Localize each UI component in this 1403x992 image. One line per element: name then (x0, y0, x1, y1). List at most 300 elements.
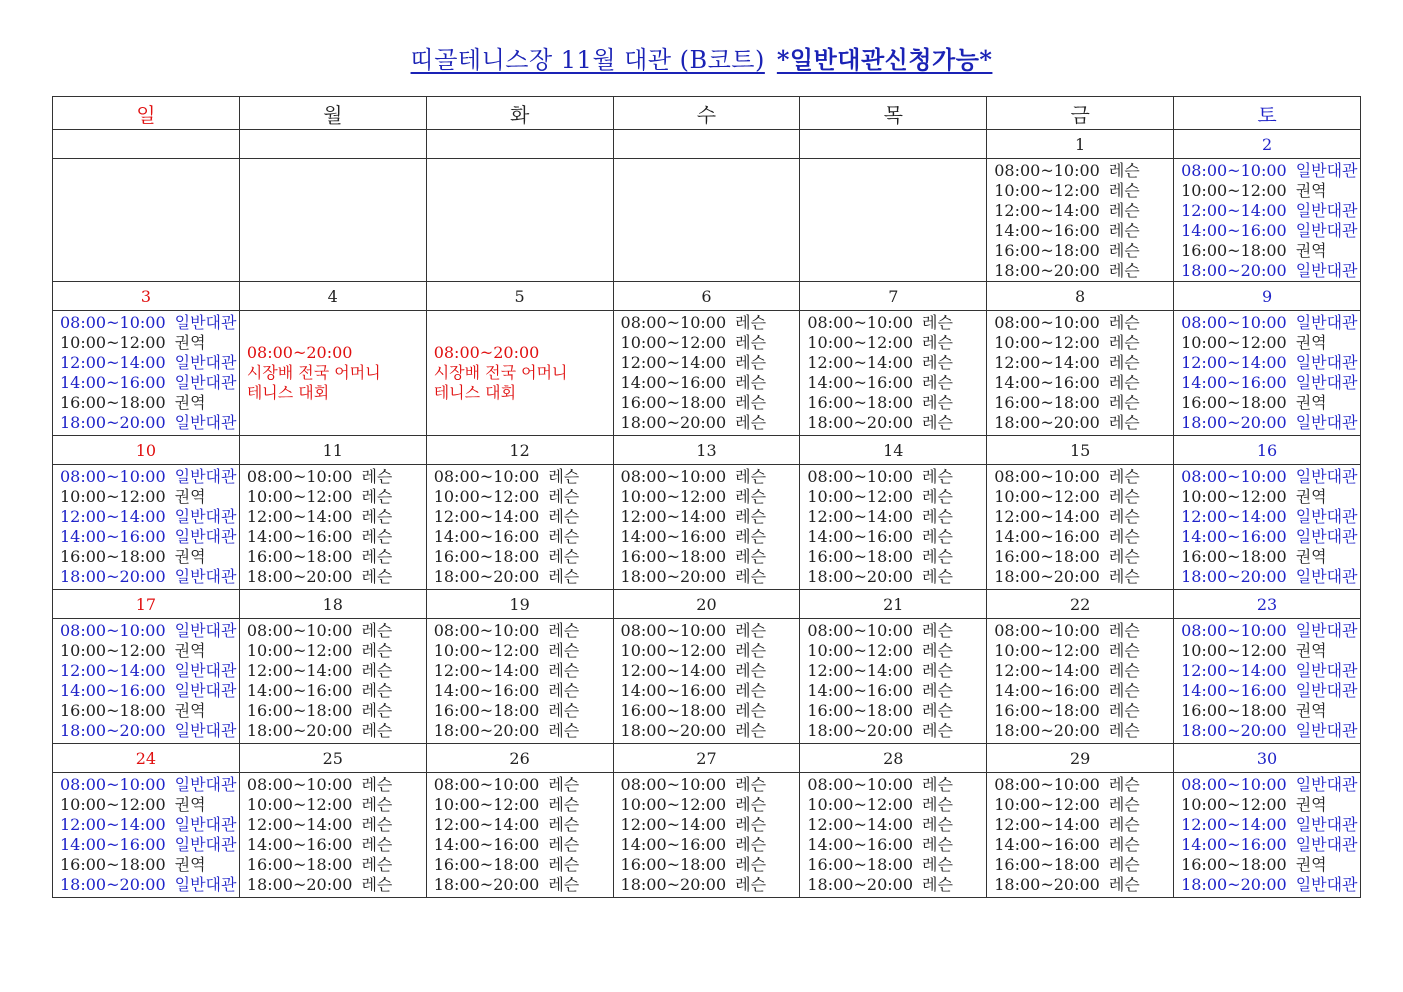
time-slot (1181, 393, 1360, 413)
calendar-table (52, 96, 1361, 898)
time-slot (621, 875, 800, 895)
time-slot (434, 835, 613, 855)
time-slot (60, 527, 239, 547)
slot-label: 레슨 (548, 621, 580, 640)
slot-label: 레슨 (735, 373, 767, 392)
calendar-body (53, 130, 1361, 898)
time-slot (60, 507, 239, 527)
slot-label: 일반대관 (1295, 815, 1358, 834)
slot-label: 레슨 (1108, 547, 1140, 566)
slot-label: 레슨 (735, 467, 767, 486)
date-number: 29 (987, 744, 1174, 773)
slot-label: 레슨 (548, 681, 580, 700)
slot-time: 10:00~12:00 (620, 333, 727, 352)
slot-time: 10:00~12:00 (246, 487, 353, 506)
slot-label: 레슨 (922, 641, 953, 660)
slot-label: 레슨 (735, 621, 767, 640)
time-slot (807, 547, 986, 567)
slot-time: 18:00~20:00 (60, 875, 166, 894)
slot-label: 레슨 (1108, 661, 1140, 680)
slot-time: 16:00~18:00 (620, 393, 727, 412)
slot-label: 레슨 (548, 527, 580, 546)
time-slot (807, 661, 986, 681)
slot-label: 레슨 (361, 527, 393, 546)
slot-label: 레슨 (922, 721, 953, 740)
slot-label: 레슨 (361, 721, 393, 740)
time-slot (994, 241, 1173, 261)
time-slot (994, 855, 1173, 875)
slot-time: 12:00~14:00 (1181, 353, 1287, 372)
slot-label: 일반대관 (174, 413, 237, 432)
slot-label: 레슨 (1108, 567, 1140, 586)
time-slot (994, 393, 1173, 413)
date-number: 9 (1174, 282, 1361, 311)
slot-label: 레슨 (922, 373, 953, 392)
slot-time: 16:00~18:00 (1181, 547, 1287, 566)
slot-time: 08:00~10:00 (246, 775, 353, 794)
time-slot (807, 353, 986, 373)
slot-time: 14:00~16:00 (433, 681, 540, 700)
time-slot (621, 373, 800, 393)
event-text: 시장배 전국 어머니 (246, 363, 381, 382)
time-slot (994, 261, 1173, 281)
slot-label: 레슨 (361, 507, 393, 526)
day-cell (1174, 619, 1361, 744)
slot-label: 일반대관 (1295, 413, 1358, 432)
time-slot (621, 567, 800, 587)
slot-label: 일반대관 (174, 567, 237, 586)
slot-label: 레슨 (361, 567, 393, 586)
slot-label: 일반대관 (1295, 507, 1358, 526)
slot-label: 레슨 (735, 795, 767, 814)
date-number (613, 130, 800, 159)
time-slot (807, 641, 986, 661)
slot-time: 08:00~10:00 (1181, 313, 1287, 332)
slot-time: 14:00~16:00 (620, 681, 727, 700)
slot-time: 16:00~18:00 (807, 393, 913, 412)
time-slot (60, 681, 239, 701)
time-slot (1181, 547, 1360, 567)
slot-time: 10:00~12:00 (620, 795, 727, 814)
time-slot (247, 795, 426, 815)
day-cell (239, 159, 426, 282)
slot-time: 16:00~18:00 (620, 547, 727, 566)
slot-label: 레슨 (1108, 353, 1140, 372)
slot-time: 16:00~18:00 (1181, 241, 1287, 260)
slot-time: 08:00~10:00 (60, 467, 166, 486)
time-slot (994, 507, 1173, 527)
time-slot (60, 487, 239, 507)
slot-label: 일반대관 (1295, 221, 1358, 240)
slot-label: 레슨 (922, 621, 953, 640)
weekday-header-5: 금 (987, 97, 1174, 130)
slot-time: 12:00~14:00 (60, 815, 166, 834)
slot-time: 18:00~20:00 (807, 721, 913, 740)
time-slot (60, 721, 239, 741)
slot-label: 레슨 (735, 333, 767, 352)
slot-label: 레슨 (922, 567, 953, 586)
time-slot (994, 775, 1173, 795)
slot-time: 08:00~10:00 (807, 621, 913, 640)
time-slot (434, 661, 613, 681)
slot-label: 레슨 (548, 507, 580, 526)
time-slot (1181, 181, 1360, 201)
slot-label: 일반대관 (174, 681, 237, 700)
slot-time: 08:00~10:00 (433, 775, 540, 794)
time-slot (1181, 835, 1360, 855)
slot-time: 10:00~12:00 (807, 487, 913, 506)
slot-time: 16:00~18:00 (807, 701, 913, 720)
slot-label: 권역 (174, 333, 206, 352)
slot-label: 일반대관 (174, 353, 237, 372)
slot-time: 14:00~16:00 (620, 373, 727, 392)
slot-time: 16:00~18:00 (807, 547, 913, 566)
slot-time: 12:00~14:00 (433, 815, 540, 834)
slot-time: 16:00~18:00 (620, 855, 727, 874)
slot-time: 10:00~12:00 (1181, 181, 1287, 200)
slot-label: 일반대관 (174, 507, 237, 526)
slot-time: 12:00~14:00 (1181, 201, 1287, 220)
time-slot (994, 875, 1173, 895)
slot-label: 일반대관 (1295, 875, 1358, 894)
slot-time: 10:00~12:00 (433, 641, 540, 660)
slot-time: 12:00~14:00 (807, 815, 913, 834)
slot-time: 18:00~20:00 (807, 567, 913, 586)
slot-label: 레슨 (361, 487, 393, 506)
slot-label: 레슨 (361, 641, 393, 660)
event-text: 08:00~20:00 (246, 343, 353, 362)
slot-label: 일반대관 (1295, 775, 1358, 794)
time-slot (60, 313, 239, 333)
time-slot (1181, 467, 1360, 487)
time-slot (621, 621, 800, 641)
time-slot (994, 181, 1173, 201)
time-slot (60, 795, 239, 815)
slot-time: 18:00~20:00 (1181, 875, 1287, 894)
weekday-header-6: 토 (1174, 97, 1361, 130)
slot-time: 10:00~12:00 (60, 487, 166, 506)
time-slot (247, 467, 426, 487)
slot-label: 레슨 (735, 487, 767, 506)
slot-time: 16:00~18:00 (60, 701, 166, 720)
day-cell (800, 159, 987, 282)
time-slot (434, 621, 613, 641)
time-slot (247, 661, 426, 681)
time-slot (621, 815, 800, 835)
slot-time: 12:00~14:00 (994, 661, 1100, 680)
slot-label: 레슨 (548, 547, 580, 566)
slot-time: 08:00~10:00 (1181, 467, 1287, 486)
slot-label: 레슨 (1108, 641, 1140, 660)
date-number: 30 (1174, 744, 1361, 773)
time-slot (60, 567, 239, 587)
date-number (426, 130, 613, 159)
slot-label: 권역 (1295, 547, 1327, 566)
slot-time: 14:00~16:00 (60, 681, 166, 700)
slot-label: 레슨 (1108, 875, 1140, 894)
slot-label: 권역 (1295, 855, 1327, 874)
time-slot (994, 527, 1173, 547)
time-slot (1181, 333, 1360, 353)
time-slot (1181, 621, 1360, 641)
day-cell (239, 773, 426, 898)
time-slot (247, 641, 426, 661)
time-slot (621, 855, 800, 875)
time-slot (807, 795, 986, 815)
slot-time: 14:00~16:00 (1181, 835, 1287, 854)
slot-time: 10:00~12:00 (60, 641, 166, 660)
date-number: 27 (613, 744, 800, 773)
slot-label: 레슨 (922, 507, 953, 526)
time-slot (621, 547, 800, 567)
slot-time: 14:00~16:00 (807, 681, 913, 700)
time-slot (621, 333, 800, 353)
slot-label: 레슨 (1108, 393, 1140, 412)
slot-time: 12:00~14:00 (620, 507, 727, 526)
date-number: 20 (613, 590, 800, 619)
slot-label: 레슨 (548, 567, 580, 586)
date-number: 23 (1174, 590, 1361, 619)
day-cell (53, 465, 240, 590)
date-number: 13 (613, 436, 800, 465)
time-slot (1181, 241, 1360, 261)
slot-time: 08:00~10:00 (1181, 775, 1287, 794)
slot-time: 18:00~20:00 (1181, 413, 1287, 432)
time-slot (994, 701, 1173, 721)
slot-label: 권역 (174, 393, 206, 412)
slot-label: 레슨 (1108, 333, 1140, 352)
time-slot (994, 333, 1173, 353)
time-slot (1181, 161, 1360, 181)
slot-time: 18:00~20:00 (620, 567, 727, 586)
slot-time: 10:00~12:00 (994, 641, 1100, 660)
time-slot (807, 393, 986, 413)
time-slot (247, 621, 426, 641)
slot-time: 14:00~16:00 (994, 681, 1100, 700)
slot-time: 16:00~18:00 (1181, 701, 1287, 720)
slot-label: 레슨 (361, 775, 393, 794)
slot-time: 10:00~12:00 (807, 333, 913, 352)
slot-label: 레슨 (922, 467, 953, 486)
slot-time: 16:00~18:00 (433, 547, 540, 566)
slot-label: 일반대관 (1295, 681, 1358, 700)
slot-label: 레슨 (548, 875, 580, 894)
slot-label: 레슨 (548, 721, 580, 740)
week-3-date-row (53, 436, 1361, 465)
time-slot (434, 567, 613, 587)
slot-time: 18:00~20:00 (60, 567, 166, 586)
slot-label: 레슨 (1108, 487, 1140, 506)
day-cell (239, 619, 426, 744)
time-slot (1181, 373, 1360, 393)
slot-time: 14:00~16:00 (433, 527, 540, 546)
slot-time: 12:00~14:00 (807, 661, 913, 680)
date-number: 5 (426, 282, 613, 311)
slot-time: 08:00~10:00 (60, 313, 166, 332)
time-slot (807, 621, 986, 641)
time-slot (994, 567, 1173, 587)
event-text: 08:00~20:00 (433, 343, 540, 362)
slot-label: 일반대관 (1295, 661, 1358, 680)
date-number: 21 (800, 590, 987, 619)
slot-time: 18:00~20:00 (433, 721, 540, 740)
slot-label: 레슨 (1108, 855, 1140, 874)
time-slot (807, 815, 986, 835)
slot-time: 16:00~18:00 (1181, 855, 1287, 874)
date-number: 10 (53, 436, 240, 465)
day-cell (53, 311, 240, 436)
slot-time: 18:00~20:00 (246, 875, 353, 894)
slot-label: 레슨 (1108, 161, 1140, 180)
time-slot (994, 547, 1173, 567)
date-number: 6 (613, 282, 800, 311)
slot-time: 08:00~10:00 (620, 775, 727, 794)
slot-time: 16:00~18:00 (433, 701, 540, 720)
time-slot (807, 775, 986, 795)
slot-label: 레슨 (1108, 721, 1140, 740)
slot-label: 일반대관 (1295, 201, 1358, 220)
slot-label: 레슨 (1108, 201, 1140, 220)
slot-label: 권역 (174, 795, 206, 814)
date-number (800, 130, 987, 159)
slot-label: 레슨 (922, 875, 953, 894)
slot-time: 12:00~14:00 (994, 353, 1100, 372)
slot-time: 18:00~20:00 (994, 875, 1100, 894)
slot-label: 레슨 (735, 721, 767, 740)
slot-time: 10:00~12:00 (994, 487, 1100, 506)
time-slot (994, 681, 1173, 701)
time-slot (60, 333, 239, 353)
slot-label: 레슨 (1108, 621, 1140, 640)
slot-label: 레슨 (922, 661, 953, 680)
time-slot (621, 467, 800, 487)
day-cell (53, 159, 240, 282)
time-slot (434, 467, 613, 487)
day-cell (1174, 773, 1361, 898)
slot-label: 일반대관 (1295, 835, 1358, 854)
time-slot (807, 333, 986, 353)
slot-label: 레슨 (735, 547, 767, 566)
slot-time: 08:00~10:00 (246, 621, 353, 640)
slot-time: 10:00~12:00 (807, 795, 913, 814)
slot-time: 14:00~16:00 (1181, 373, 1287, 392)
day-cell (800, 773, 987, 898)
time-slot (994, 815, 1173, 835)
slot-label: 레슨 (922, 547, 953, 566)
slot-time: 18:00~20:00 (60, 413, 166, 432)
slot-label: 레슨 (735, 701, 767, 720)
slot-label: 일반대관 (174, 875, 237, 894)
time-slot (247, 835, 426, 855)
slot-time: 14:00~16:00 (994, 835, 1100, 854)
slot-label: 일반대관 (174, 661, 237, 680)
time-slot (1181, 567, 1360, 587)
day-cell (987, 773, 1174, 898)
time-slot (994, 373, 1173, 393)
slot-time: 12:00~14:00 (433, 507, 540, 526)
time-slot (994, 313, 1173, 333)
time-slot (621, 681, 800, 701)
slot-label: 권역 (1295, 641, 1327, 660)
slot-label: 레슨 (735, 875, 767, 894)
slot-time: 18:00~20:00 (1181, 721, 1287, 740)
slot-time: 16:00~18:00 (60, 855, 166, 874)
slot-time: 14:00~16:00 (620, 835, 727, 854)
time-slot (807, 567, 986, 587)
time-slot (994, 487, 1173, 507)
date-number: 19 (426, 590, 613, 619)
slot-time: 08:00~10:00 (60, 621, 166, 640)
time-slot (994, 221, 1173, 241)
slot-label: 레슨 (548, 795, 580, 814)
date-number: 24 (53, 744, 240, 773)
slot-time: 14:00~16:00 (1181, 527, 1287, 546)
slot-label: 레슨 (361, 621, 393, 640)
slot-time: 16:00~18:00 (994, 241, 1100, 260)
date-number: 17 (53, 590, 240, 619)
day-cell (1174, 465, 1361, 590)
slot-label: 일반대관 (1295, 567, 1358, 586)
date-number: 8 (987, 282, 1174, 311)
time-slot (60, 815, 239, 835)
weekday-header-1: 월 (239, 97, 426, 130)
week-5-schedule-row (53, 773, 1361, 898)
slot-label: 권역 (1295, 333, 1327, 352)
slot-time: 12:00~14:00 (246, 661, 353, 680)
time-slot (621, 353, 800, 373)
slot-label: 레슨 (361, 835, 393, 854)
slot-time: 10:00~12:00 (1181, 487, 1287, 506)
day-cell (613, 311, 800, 436)
event-text: 테니스 대회 (246, 383, 330, 402)
slot-label: 레슨 (361, 547, 393, 566)
time-slot (434, 875, 613, 895)
slot-time: 12:00~14:00 (620, 661, 727, 680)
time-slot (60, 775, 239, 795)
slot-time: 10:00~12:00 (433, 795, 540, 814)
slot-time: 12:00~14:00 (1181, 507, 1287, 526)
title-sub: *일반대관신청가능* (776, 45, 993, 74)
date-number: 16 (1174, 436, 1361, 465)
slot-time: 10:00~12:00 (1181, 795, 1287, 814)
time-slot (994, 201, 1173, 221)
time-slot (434, 855, 613, 875)
slot-label: 레슨 (922, 815, 953, 834)
slot-time: 10:00~12:00 (433, 487, 540, 506)
slot-time: 18:00~20:00 (1181, 261, 1287, 280)
slot-label: 권역 (174, 487, 206, 506)
time-slot (807, 721, 986, 741)
slot-time: 16:00~18:00 (994, 393, 1100, 412)
time-slot (807, 507, 986, 527)
slot-label: 레슨 (735, 815, 767, 834)
time-slot (807, 527, 986, 547)
time-slot (434, 701, 613, 721)
slot-time: 08:00~10:00 (433, 621, 540, 640)
slot-label: 레슨 (922, 527, 953, 546)
time-slot (994, 161, 1173, 181)
day-cell (987, 619, 1174, 744)
slot-label: 레슨 (922, 333, 953, 352)
slot-label: 일반대관 (174, 775, 237, 794)
slot-label: 일반대관 (1295, 721, 1358, 740)
slot-label: 일반대관 (1295, 313, 1358, 332)
slot-label: 레슨 (735, 775, 767, 794)
slot-label: 레슨 (922, 835, 953, 854)
slot-time: 12:00~14:00 (994, 815, 1100, 834)
time-slot (434, 795, 613, 815)
time-slot (247, 875, 426, 895)
